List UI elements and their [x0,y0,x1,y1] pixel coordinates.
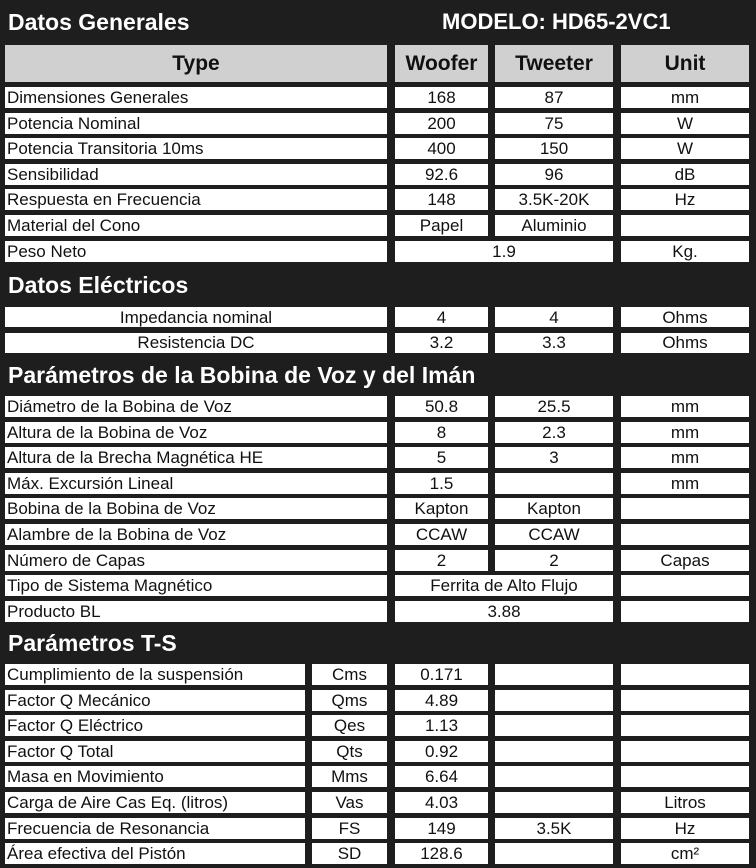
row-label: Diámetro de la Bobina de Voz [5,396,387,417]
table-row [0,818,756,839]
woofer-value: 0.92 [395,741,488,762]
unit-value: mm [621,447,749,468]
row-label: Frecuencia de Resonancia [5,818,305,839]
tweeter-value [495,792,613,813]
woofer-value: 148 [395,189,488,210]
column-header-woofer: Woofer [395,45,488,82]
unit-value: Ohms [621,307,749,327]
table-row [0,575,756,596]
woofer-value: 8 [395,422,488,443]
unit-value [621,766,749,787]
row-label: Máx. Excursión Lineal [5,473,387,494]
row-label: Impedancia nominal [5,307,387,327]
row-symbol: Qes [312,715,387,736]
woofer-value: 3.2 [395,333,488,353]
combined-value: 3.88 [395,601,613,622]
tweeter-value: Aluminio [495,215,613,236]
table-row [0,447,756,468]
section-title-general: Datos Generales [8,8,190,35]
table-row [0,241,756,262]
tweeter-value [495,473,613,494]
tweeter-value: 4 [495,307,613,327]
row-label: Número de Capas [5,550,387,571]
tweeter-value: 3.5K [495,818,613,839]
unit-value [621,575,749,596]
tweeter-value: 25.5 [495,396,613,417]
unit-value: W [621,138,749,159]
unit-value [621,741,749,762]
tweeter-value [495,664,613,685]
woofer-value: 4.89 [395,690,488,711]
table-row [0,690,756,711]
table-row [0,189,756,210]
row-symbol: Mms [312,766,387,787]
row-symbol: Qms [312,690,387,711]
tweeter-value: CCAW [495,524,613,545]
section-title-ts: Parámetros T-S [8,629,177,656]
column-header-unit: Unit [621,45,749,82]
woofer-value: 1.5 [395,473,488,494]
table-row [0,307,756,327]
section-header-general [0,4,756,40]
table-row [0,524,756,545]
row-label: Carga de Aire Cas Eq. (litros) [5,792,305,813]
row-symbol: Qts [312,741,387,762]
woofer-value: 92.6 [395,164,488,185]
woofer-value: 4.03 [395,792,488,813]
tweeter-value: 75 [495,113,613,134]
tweeter-value [495,843,613,864]
woofer-value: 50.8 [395,396,488,417]
unit-value [621,524,749,545]
section-header-electrical [0,267,756,303]
table-row [0,498,756,519]
woofer-value: 0.171 [395,664,488,685]
row-label: Potencia Transitoria 10ms [5,138,387,159]
table-row [0,741,756,762]
table-row [0,766,756,787]
table-row [0,396,756,417]
woofer-value: 168 [395,87,488,108]
tweeter-value: 3.3 [495,333,613,353]
woofer-value: 6.64 [395,766,488,787]
woofer-value: 1.13 [395,715,488,736]
unit-value: W [621,113,749,134]
woofer-value: Papel [395,215,488,236]
tweeter-value [495,766,613,787]
row-label: Altura de la Brecha Magnética HE [5,447,387,468]
unit-value [621,690,749,711]
row-label: Factor Q Total [5,741,305,762]
column-header-type: Type [5,45,387,82]
table-row [0,215,756,236]
unit-value: Hz [621,818,749,839]
unit-value: cm² [621,843,749,864]
row-symbol: Vas [312,792,387,813]
row-label: Altura de la Bobina de Voz [5,422,387,443]
tweeter-value: 3 [495,447,613,468]
row-label: Sensibilidad [5,164,387,185]
table-row [0,550,756,571]
unit-value [621,215,749,236]
unit-value: Litros [621,792,749,813]
woofer-value: 5 [395,447,488,468]
woofer-value: Kapton [395,498,488,519]
unit-value: dB [621,164,749,185]
table-row [0,664,756,685]
tweeter-value: 87 [495,87,613,108]
tweeter-value [495,741,613,762]
unit-value: Hz [621,189,749,210]
row-symbol: FS [312,818,387,839]
row-label: Alambre de la Bobina de Voz [5,524,387,545]
row-label: Factor Q Mecánico [5,690,305,711]
table-row [0,164,756,185]
row-label: Bobina de la Bobina de Voz [5,498,387,519]
table-row [0,601,756,622]
unit-value [621,498,749,519]
section-header-coil [0,357,756,393]
table-row [0,473,756,494]
unit-value: mm [621,422,749,443]
row-label: Dimensiones Generales [5,87,387,108]
woofer-value: 4 [395,307,488,327]
table-row [0,333,756,353]
row-label: Cumplimiento de la suspensión [5,664,305,685]
row-symbol: Cms [312,664,387,685]
row-label: Masa en Movimiento [5,766,305,787]
table-row [0,87,756,108]
woofer-value: 200 [395,113,488,134]
table-row [0,113,756,134]
tweeter-value: 2.3 [495,422,613,443]
row-label: Área efectiva del Pistón [5,843,305,864]
row-label: Material del Cono [5,215,387,236]
section-title-electrical: Datos Eléctricos [8,271,189,298]
table-row [0,715,756,736]
tweeter-value: 96 [495,164,613,185]
row-label: Resistencia DC [5,333,387,353]
table-row [0,138,756,159]
table-row [0,843,756,864]
unit-value: Kg. [621,241,749,262]
column-header-row [0,45,756,82]
unit-value [621,664,749,685]
unit-value: mm [621,473,749,494]
tweeter-value [495,715,613,736]
combined-value: 1.9 [395,241,613,262]
row-label: Tipo de Sistema Magnético [5,575,387,596]
section-title-coil: Parámetros de la Bobina de Voz y del Imán [8,361,476,388]
row-label: Potencia Nominal [5,113,387,134]
unit-value: mm [621,87,749,108]
woofer-value: 149 [395,818,488,839]
tweeter-value: 3.5K-20K [495,189,613,210]
column-header-tweeter: Tweeter [495,45,613,82]
woofer-value: 128.6 [395,843,488,864]
combined-value: Ferrita de Alto Flujo [395,575,613,596]
table-row [0,422,756,443]
row-label: Peso Neto [5,241,387,262]
woofer-value: 2 [395,550,488,571]
tweeter-value: 150 [495,138,613,159]
unit-value: Ohms [621,333,749,353]
section-header-ts [0,625,756,661]
table-row [0,792,756,813]
unit-value [621,715,749,736]
unit-value: Capas [621,550,749,571]
woofer-value: CCAW [395,524,488,545]
tweeter-value: 2 [495,550,613,571]
unit-value [621,601,749,622]
tweeter-value: Kapton [495,498,613,519]
tweeter-value [495,690,613,711]
row-symbol: SD [312,843,387,864]
row-label: Factor Q Eléctrico [5,715,305,736]
row-label: Respuesta en Frecuencia [5,189,387,210]
unit-value: mm [621,396,749,417]
woofer-value: 400 [395,138,488,159]
row-label: Producto BL [5,601,387,622]
model-label: MODELO: HD65-2VC1 [442,9,671,34]
